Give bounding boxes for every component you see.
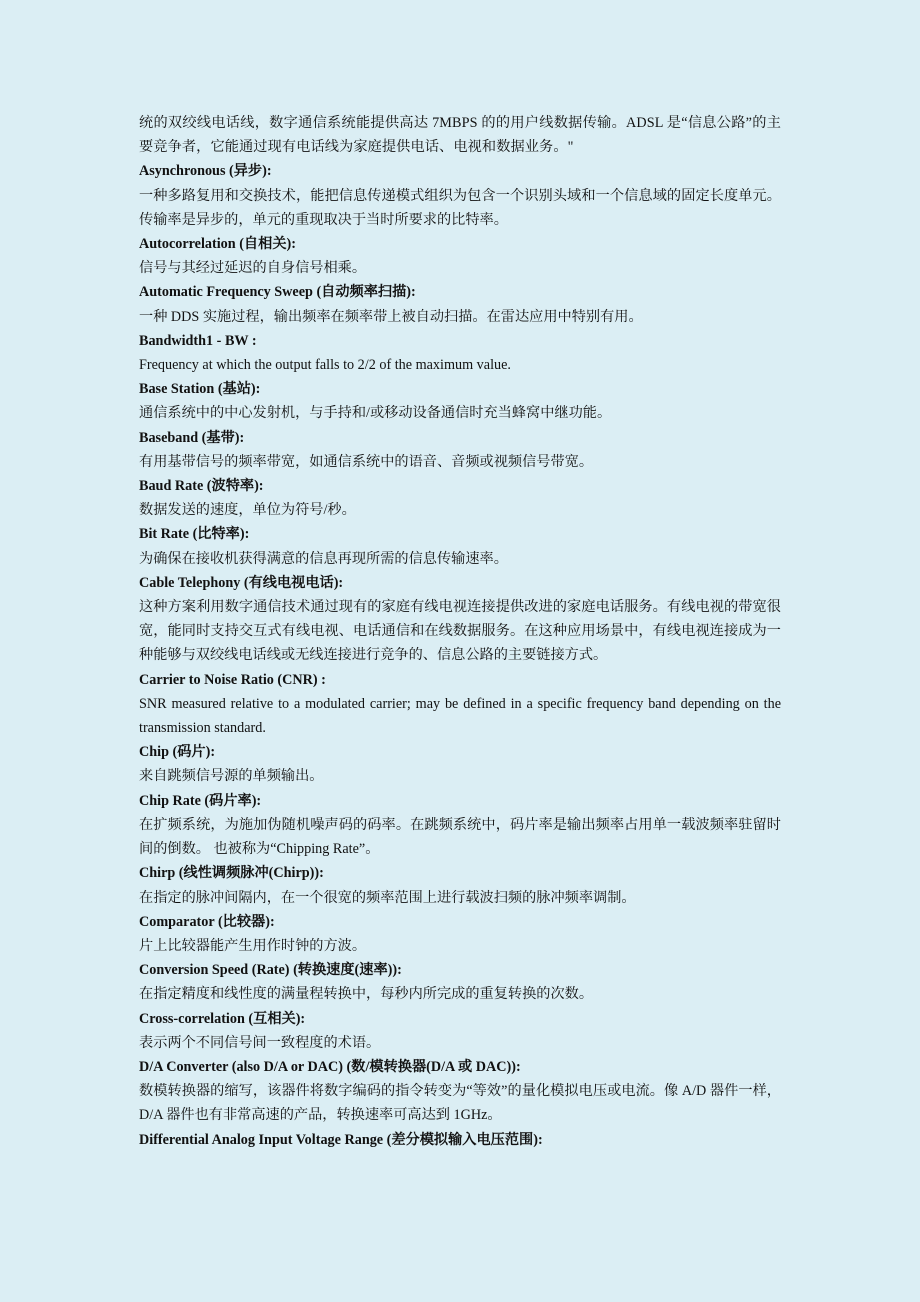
glossary-definition: 一种多路复用和交换技术，能把信息传递模式组织为包含一个识别头域和一个信息域的固定长度单元。传输率是异步的，单元的重现取决于当时所要求的比特率。 (139, 187, 781, 228)
glossary-entry-chip (139, 740, 781, 788)
glossary-entry-bit-rate (139, 522, 781, 570)
glossary-term: Bandwidth1 - BW : (139, 332, 257, 349)
glossary-definition: 片上比较器能产生用作时钟的方波。 (139, 937, 367, 954)
glossary-definition: 来自跳频信号源的单频输出。 (139, 768, 324, 785)
glossary-term: Automatic Frequency Sweep (自动频率扫描): (139, 284, 416, 301)
glossary-term: Bit Rate (比特率): (139, 526, 250, 543)
glossary-entry-conversion-speed (139, 958, 781, 1006)
glossary-definition: 数模转换器的缩写，该器件将数字编码的指令转变为“等效”的量化模拟电压或电流。像 A/D 器件一样，D/A 器件也有非常高速的产品，转换速率可高达到 1GHz。 (139, 1083, 781, 1124)
glossary-term: D/A Converter (also D/A or DAC) (数/模转换器(D/A 或 DAC)): (139, 1058, 521, 1075)
glossary-term: Conversion Speed (Rate) (转换速度(速率)): (139, 962, 402, 979)
glossary-entry-autocorrelation (139, 232, 781, 280)
glossary-entry-baud-rate (139, 474, 781, 522)
glossary-definition: 有用基带信号的频率带宽，如通信系统中的语音、音频或视频信号带宽。 (139, 453, 594, 470)
glossary-definition: 为确保在接收机获得满意的信息再现所需的信息传输速率。 (139, 550, 508, 567)
glossary-definition: 一种 DDS 实施过程，输出频率在频率带上被自动扫描。在雷达应用中特别有用。 (139, 308, 643, 325)
glossary-entry-baseband (139, 426, 781, 474)
glossary-term: Base Station (基站): (139, 381, 261, 398)
glossary-entry-bandwidth (139, 329, 781, 377)
glossary-term: Chip (码片): (139, 744, 216, 761)
document-body (139, 111, 781, 1152)
glossary-definition: 这种方案利用数字通信技术通过现有的家庭有线电视连接提供改进的家庭电话服务。有线电视的带宽很宽，能同时支持交互式有线电视、电话通信和在线数据服务。在这种应用场景中，有线电视连接成为一种能够与双绞线电话线或无线连接进行竞争的、信息公路的主要链接方式。 (139, 599, 781, 664)
glossary-term: Autocorrelation (自相关): (139, 236, 296, 253)
glossary-entry-automatic-frequency-sweep (139, 280, 781, 328)
glossary-term: Cross-correlation (互相关): (139, 1010, 306, 1027)
glossary-definition: 在指定的脉冲间隔内，在一个很宽的频率范围上进行载波扫频的脉冲频率调制。 (139, 889, 636, 906)
glossary-term: Baud Rate (波特率): (139, 478, 264, 495)
glossary-entry-base-station (139, 377, 781, 425)
glossary-definition: 表示两个不同信号间一致程度的术语。 (139, 1034, 381, 1051)
glossary-entry-comparator (139, 910, 781, 958)
glossary-term: Comparator (比较器): (139, 913, 275, 930)
glossary-entry-asynchronous (139, 159, 781, 232)
glossary-entry-differential-analog-input (139, 1128, 781, 1152)
glossary-definition: Frequency at which the output falls to 2/2 of the maximum value. (139, 357, 511, 374)
glossary-term: Chirp (线性调频脉冲(Chirp)): (139, 865, 324, 882)
glossary-entry-da-converter (139, 1055, 781, 1128)
intro-paragraph: 统的双绞线电话线，数字通信系统能提供高达 7MBPS 的的用户线数据传输。ADSL 是“信息公路”的主要竞争者，它能通过现有电话线为家庭提供电话、电视和数据业务。" (139, 115, 781, 156)
glossary-definition: 在扩频系统，为施加伪随机噪声码的码率。在跳频系统中，码片率是输出频率占用单一载波频率驻留时间的倒数。 也被称为“Chipping Rate”。 (139, 816, 781, 858)
glossary-entry-chirp (139, 861, 781, 909)
glossary-definition: 通信系统中的中心发射机，与手持和/或移动设备通信时充当蜂窝中继功能。 (139, 405, 612, 422)
glossary-definition: 数据发送的速度，单位为符号/秒。 (139, 502, 356, 519)
glossary-definition: 在指定精度和线性度的满量程转换中，每秒内所完成的重复转换的次数。 (139, 986, 594, 1003)
glossary-definition: 信号与其经过延迟的自身信号相乘。 (139, 260, 367, 277)
glossary-term: Cable Telephony (有线电视电话): (139, 574, 344, 591)
glossary-definition: SNR measured relative to a modulated carrier; may be defined in a specific frequency band depending on the transmission standard. (139, 695, 781, 737)
glossary-entry-cable-telephony (139, 571, 781, 668)
glossary-term: Baseband (基带): (139, 429, 245, 446)
glossary-entry-cnr (139, 668, 781, 741)
glossary-term: Chip Rate (码片率): (139, 792, 262, 809)
glossary-term: Differential Analog Input Voltage Range (差分模拟输入电压范围): (139, 1131, 543, 1148)
glossary-term: Carrier to Noise Ratio (CNR) : (139, 671, 326, 688)
glossary-entry-cross-correlation (139, 1007, 781, 1055)
glossary-entry-chip-rate (139, 789, 781, 862)
glossary-term: Asynchronous (异步): (139, 163, 272, 180)
